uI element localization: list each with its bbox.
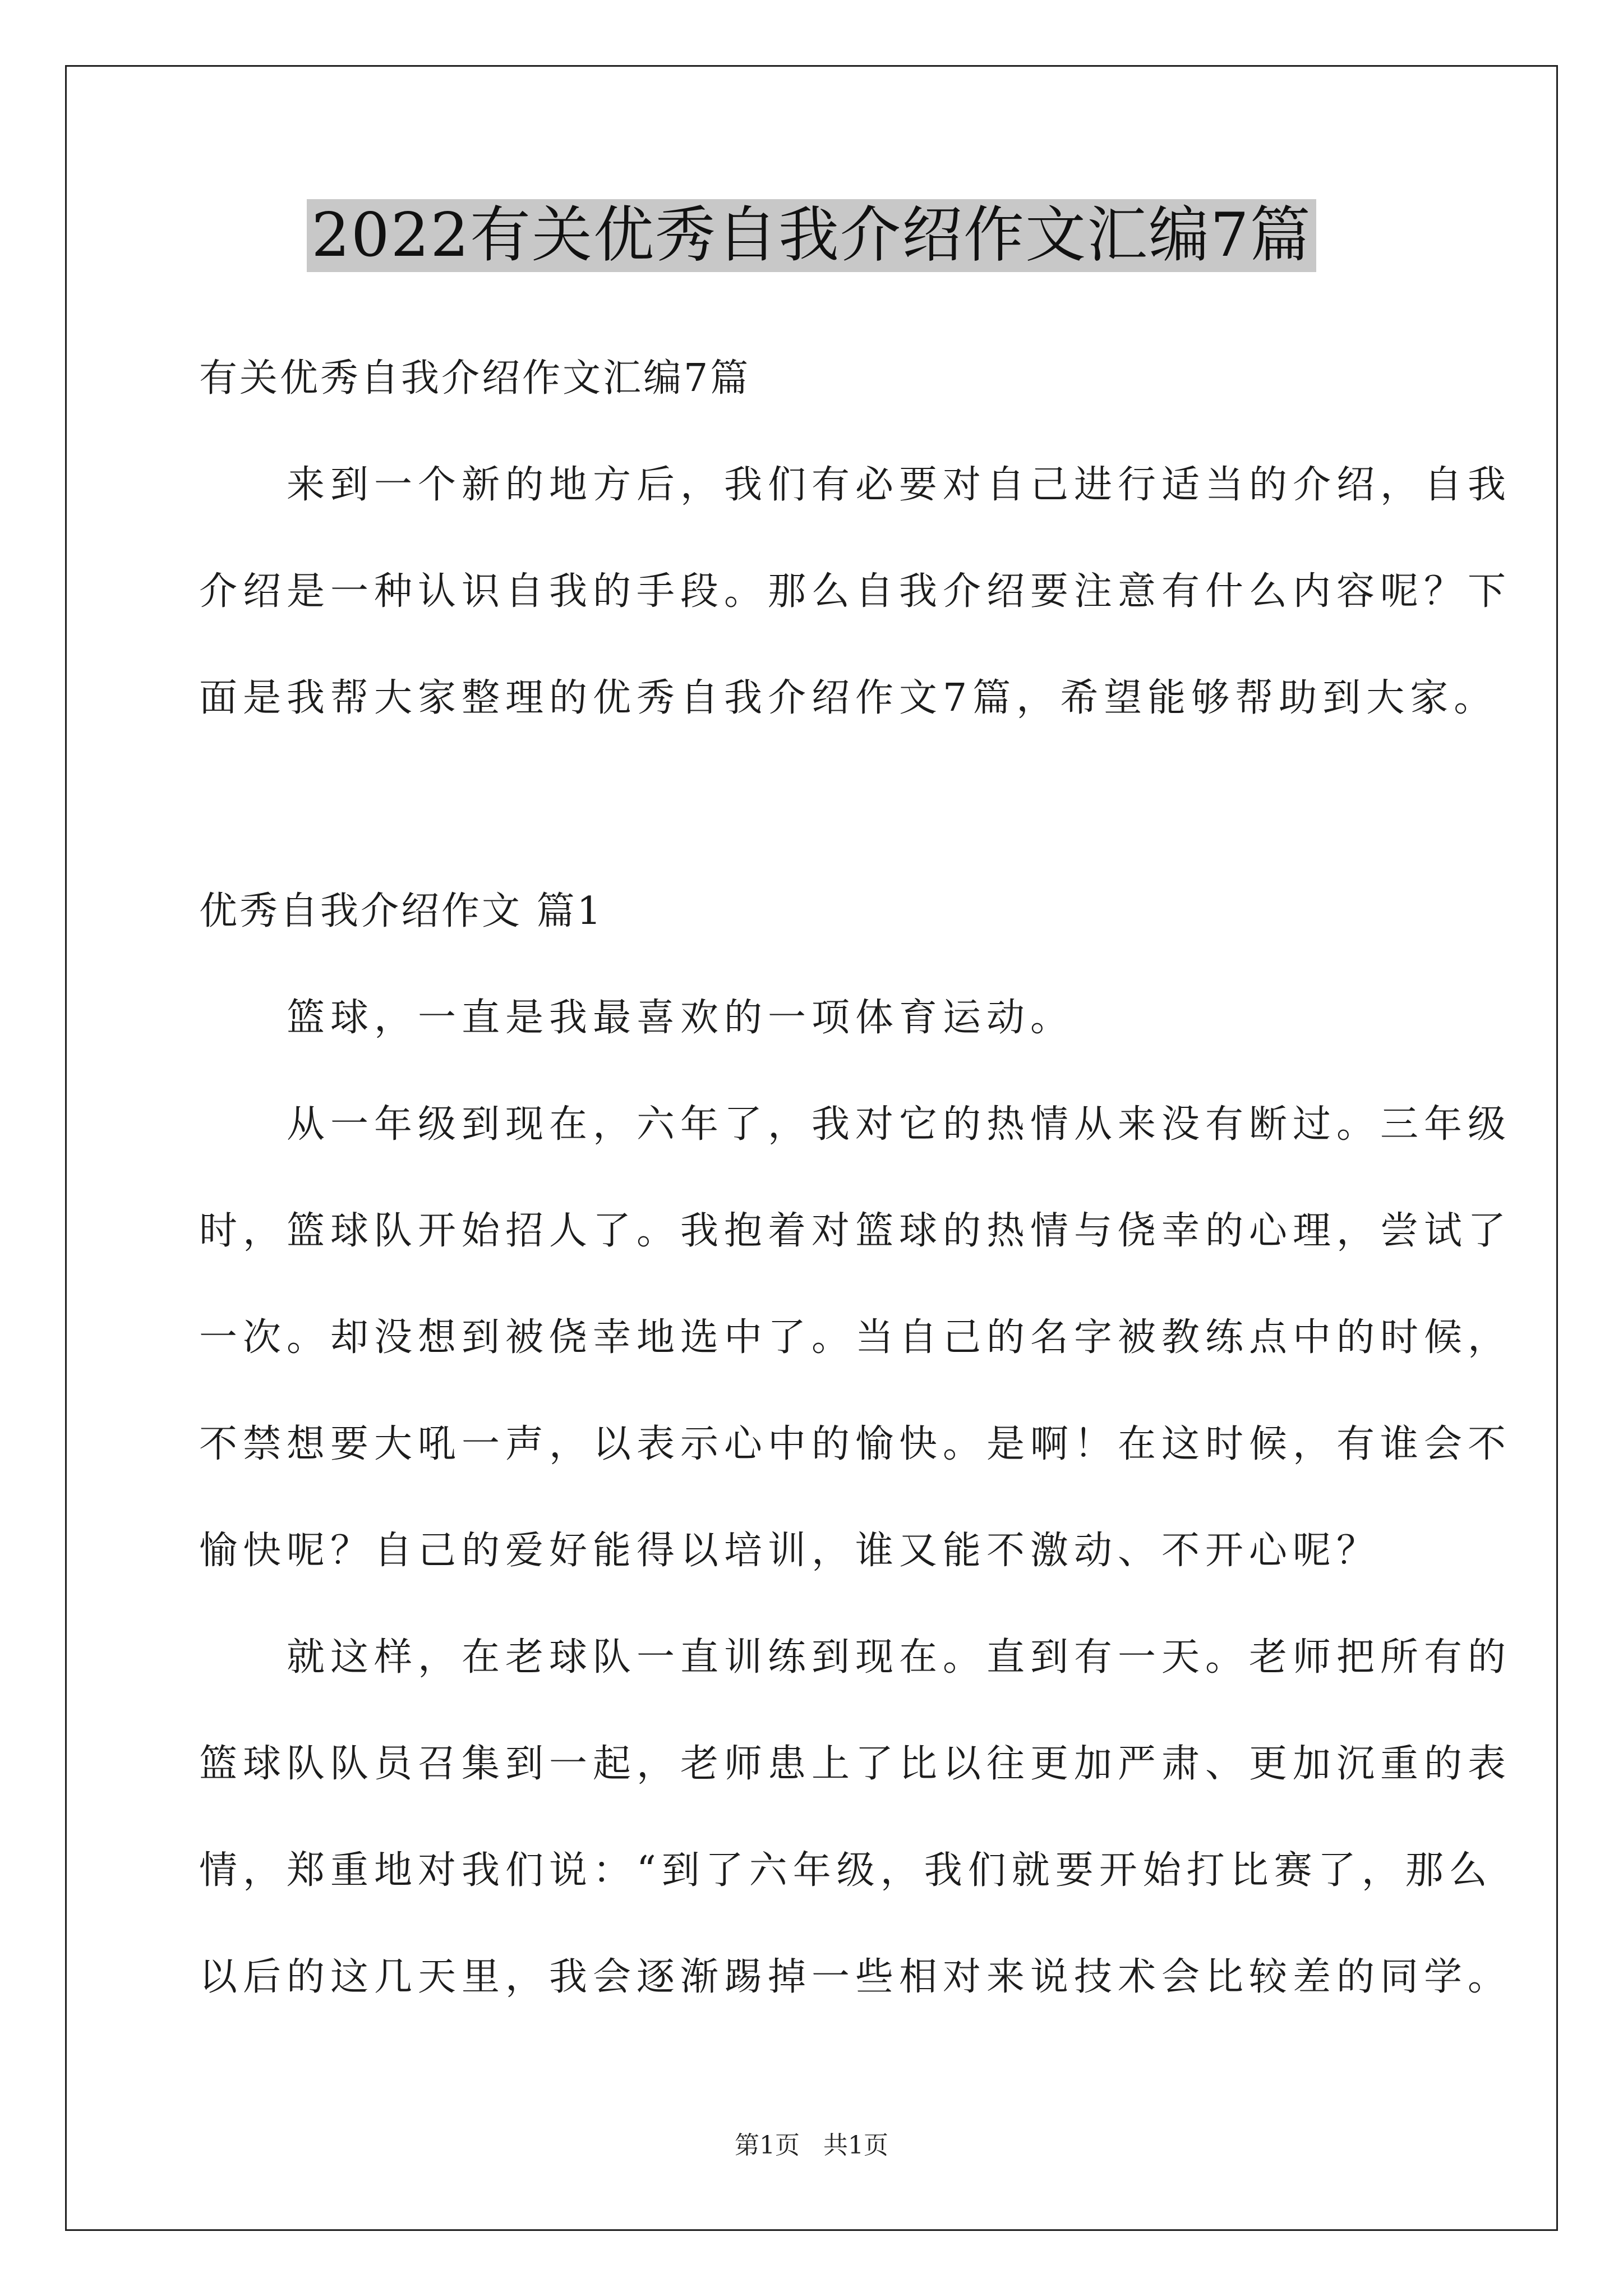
body-line-8: 篮球队队员召集到一起，老师患上了比以往更加严肃、更加沉重的表 <box>199 1742 1512 1786</box>
page-number: 第1页 <box>735 2131 800 2160</box>
body-line-6: 愉快呢？自己的爱好能得以培训，谁又能不激动、不开心呢？ <box>199 1529 1381 1573</box>
section-heading: 优秀自我介绍作文 篇1 <box>199 889 603 933</box>
intro-line-2: 介绍是一种认识自我的手段。那么自我介绍要注意有什么内容呢？下 <box>199 569 1512 614</box>
intro-line-3: 面是我帮大家整理的优秀自我介绍作文7篇，希望能够帮助到大家。 <box>199 676 1498 720</box>
body-line-9: 情，郑重地对我们说：“到了六年级，我们就要开始打比赛了，那么 <box>199 1848 1493 1893</box>
title-container <box>0 199 1623 272</box>
body-line-2: 从一年级到现在，六年了，我对它的热情从来没有断过。三年级 <box>199 1102 1512 1147</box>
body-line-3: 时，篮球队开始招人了。我抱着对篮球的热情与侥幸的心理，尝试了 <box>199 1209 1512 1253</box>
document-title: 2022有关优秀自我介绍作文汇编7篇 <box>307 199 1316 272</box>
body-line-4: 一次。却没想到被侥幸地选中了。当自己的名字被教练点中的时候， <box>199 1315 1512 1360</box>
page-footer <box>0 2129 1623 2162</box>
document-subtitle: 有关优秀自我介绍作文汇编7篇 <box>199 356 751 401</box>
intro-line-1: 来到一个新的地方后，我们有必要对自己进行适当的介绍，自我 <box>199 463 1512 507</box>
body-line-10: 以后的这几天里，我会逐渐踢掉一些相对来说技术会比较差的同学。 <box>199 1955 1512 1999</box>
body-line-7: 就这样，在老球队一直训练到现在。直到有一天。老师把所有的 <box>199 1635 1512 1680</box>
page-total: 共1页 <box>823 2131 888 2160</box>
body-line-5: 不禁想要大吼一声，以表示心中的愉快。是啊！在这时候，有谁会不 <box>199 1422 1512 1466</box>
body-line-1: 篮球，一直是我最喜欢的一项体育运动。 <box>199 996 1075 1040</box>
